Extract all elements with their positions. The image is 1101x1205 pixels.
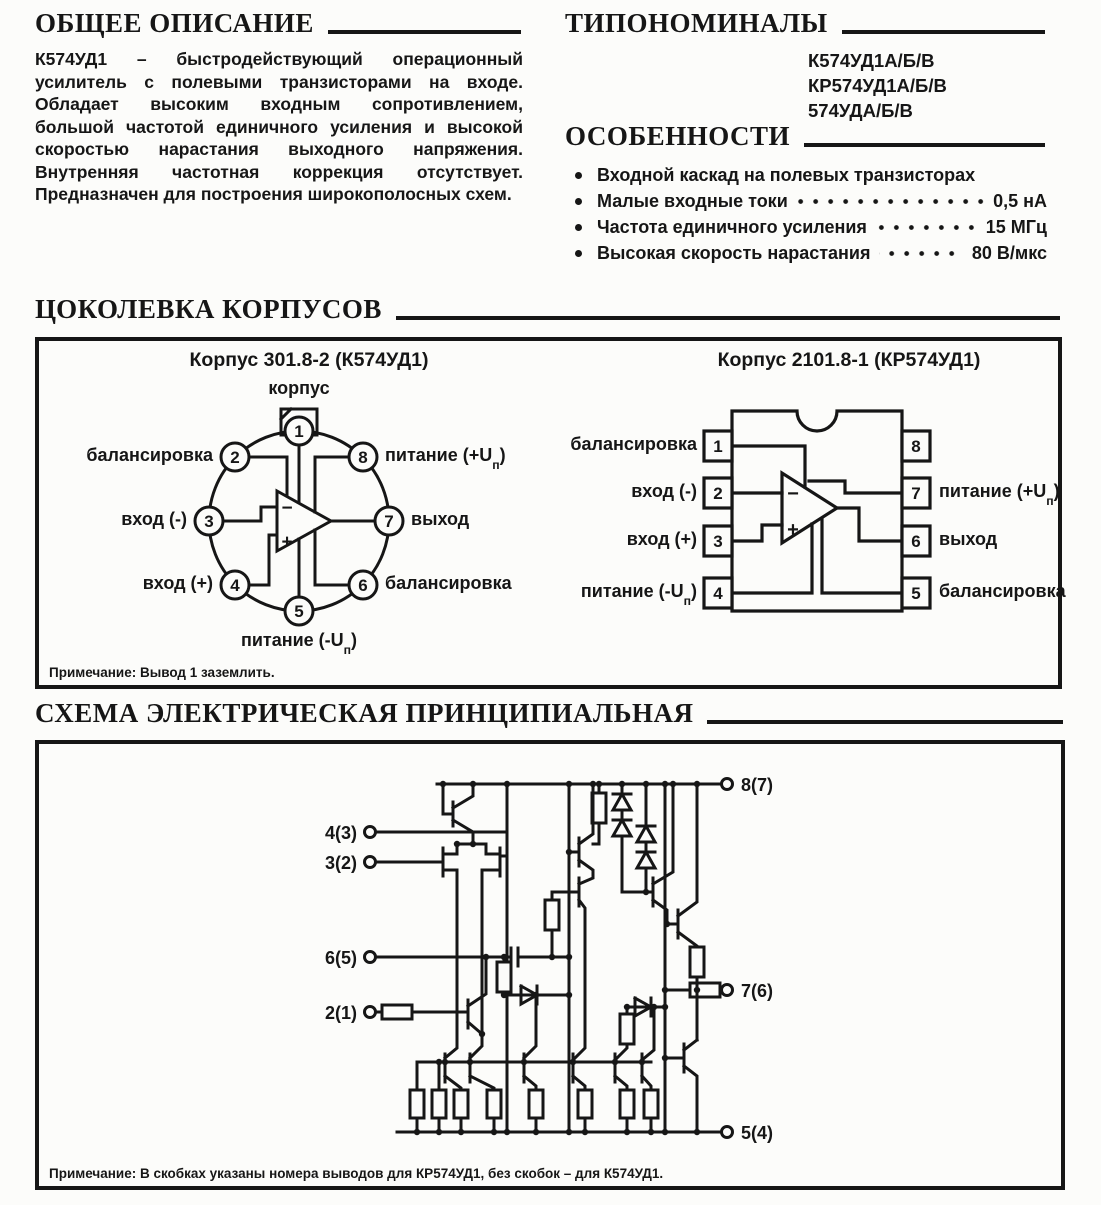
pin-number: 8 (358, 448, 368, 467)
bullet-icon (575, 198, 582, 205)
resistor (620, 1090, 634, 1118)
feature-label: Частота единичного усиления (597, 217, 867, 238)
circuit-schematic (39, 744, 1061, 1186)
dip-pin7-label: питание $(+U_п)$ (939, 481, 1060, 508)
resistor (545, 900, 559, 930)
feature-row (565, 240, 1047, 266)
schematic-heading (35, 698, 1065, 729)
type-nominals-heading (565, 8, 1047, 39)
can-pin6-label: балансировка (385, 573, 512, 593)
feature-row (565, 188, 1047, 214)
general-description-text: К574УД1 – быстродействующий операционный усилитель с полевыми транзисторами на входе. Обладает высоким входным сопротивлением, большой частотой единичного усиления и высокой скоростью нарастания выходного напряжения. Внутренняя частотная коррекция отсутствует. Предназначен для построения широкополосных схем. (35, 49, 523, 205)
heading-text: СХЕМА ЭЛЕКТРИЧЕСКАЯ ПРИНЦИПИАЛЬНАЯ (35, 698, 694, 728)
dot-leader (875, 224, 978, 231)
terminal-v-minus (722, 1127, 733, 1138)
resistor (487, 1090, 501, 1118)
heading-text: ОСОБЕННОСТИ (565, 121, 791, 151)
dip-pin1-label: балансировка (570, 434, 697, 454)
bullet-icon (575, 224, 582, 231)
feature-value: 15 МГц (985, 217, 1047, 238)
can-pin3-label: вход (-) (121, 509, 187, 529)
features-list (565, 162, 1047, 266)
feature-label: Малые входные токи (597, 191, 788, 212)
pin-number: 2 (230, 448, 240, 467)
resistor (497, 962, 511, 992)
pin-number: 7 (911, 484, 921, 503)
type-list (808, 49, 1047, 123)
can-pin7-label: выход (411, 509, 470, 529)
type-item: К574УД1А/Б/В (808, 50, 935, 71)
pin-number: 2 (713, 484, 723, 503)
terminal-label: 8(7) (741, 775, 774, 795)
resistor (454, 1090, 468, 1118)
resistor (644, 1090, 658, 1118)
can-pin2-label: балансировка (86, 445, 213, 465)
schematic-note: Примечание: В скобках указаны номера выводов для КР574УД1, без скобок – для К574УД1. (49, 1166, 664, 1181)
heading-underline (842, 30, 1045, 34)
heading-underline (804, 143, 1045, 147)
terminal-label: 4(3) (324, 823, 357, 843)
pin-number: 6 (911, 532, 921, 551)
terminal-label: 5(4) (741, 1123, 774, 1143)
pin-number: 1 (294, 422, 304, 441)
can-pin8-label: питание $(+U_п)$ (385, 445, 506, 472)
resistor (620, 1014, 634, 1044)
pin-number: 4 (230, 576, 240, 595)
type-item: 574УДА/Б/В (808, 99, 913, 121)
feature-label: Высокая скорость нарастания (597, 243, 871, 264)
feature-row (565, 214, 1047, 240)
heading-text: ОБЩЕЕ ОПИСАНИЕ (35, 8, 314, 38)
terminal-label: 3(2) (324, 853, 357, 873)
feature-value: 80 В/мкс (971, 243, 1047, 264)
pin-number: 7 (384, 512, 394, 531)
terminal-in-plus (365, 827, 376, 838)
dip-pin3-label: вход (+) (626, 529, 697, 549)
terminal-label: 7(6) (741, 981, 774, 1001)
pinout-heading (35, 294, 1062, 325)
terminal-label: 6(5) (324, 948, 357, 968)
section-features (565, 121, 1047, 266)
pin-number: 1 (713, 437, 723, 456)
terminal-balance-top (365, 952, 376, 963)
dip-pin4-label: питание $(-U_п)$ (580, 581, 697, 608)
bullet-icon (575, 172, 582, 179)
dip-pin6-label: выход (939, 529, 998, 549)
heading-text: ТИПОНОМИНАЛЫ (565, 8, 828, 38)
dip-body (732, 411, 902, 611)
pin-number: 5 (911, 584, 921, 603)
section-type-nominals (565, 8, 1047, 123)
pin-number: 4 (713, 584, 723, 603)
pinout-box (35, 337, 1066, 689)
feature-value: 0,5 нА (993, 191, 1047, 212)
terminal-v-plus (722, 779, 733, 790)
pinout-note: Примечание: Вывод 1 заземлить. (49, 665, 275, 680)
resistor (529, 1090, 543, 1118)
heading-text: ЦОКОЛЕВКА КОРПУСОВ (35, 294, 382, 324)
dip-pin2-label: вход (-) (631, 481, 697, 501)
pin-number: 6 (358, 576, 368, 595)
dip-package-diagram (687, 403, 947, 625)
terminal-label: 2(1) (324, 1003, 357, 1023)
dot-leader (879, 250, 964, 257)
resistor (432, 1090, 446, 1118)
heading-underline (396, 316, 1060, 320)
resistor (410, 1090, 424, 1118)
dip-package-title: Корпус 2101.8-1 (КР574УД1) (717, 349, 981, 371)
can-package-title: Корпус 301.8-2 (К574УД1) (189, 349, 429, 371)
pin-number: 3 (204, 512, 214, 531)
bullet-icon (575, 250, 582, 257)
heading-underline (707, 720, 1063, 724)
type-item: КР574УД1А/Б/В (808, 74, 947, 96)
opamp-plus: + (787, 519, 799, 541)
schematic-box (35, 740, 1065, 1190)
pin-number: 8 (911, 437, 921, 456)
feature-row (565, 162, 1047, 188)
terminal-in-minus (365, 857, 376, 868)
terminal-balance-bot (365, 1007, 376, 1018)
opamp-minus: − (281, 498, 293, 519)
general-description-heading (35, 8, 523, 39)
opamp-plus: + (281, 532, 293, 553)
dip-pin5-label: балансировка (939, 581, 1066, 601)
can-pin5-label: питание $(-U_п)$ (240, 630, 358, 657)
can-pin4-label: вход (+) (142, 573, 213, 593)
heading-underline (328, 30, 521, 34)
can-pin1-label: корпус (268, 378, 330, 398)
resistor (382, 1005, 412, 1019)
feature-label: Входной каскад на полевых транзисторах (597, 165, 976, 185)
resistor (690, 947, 704, 977)
features-heading (565, 121, 1047, 152)
pin-number: 3 (713, 532, 723, 551)
resistor (578, 1090, 592, 1118)
dot-leader (796, 198, 985, 205)
can-package-diagram (169, 399, 429, 651)
pin-number: 5 (294, 602, 304, 621)
terminal-output (722, 985, 733, 996)
section-general-description (35, 8, 523, 206)
opamp-minus: − (787, 483, 799, 505)
